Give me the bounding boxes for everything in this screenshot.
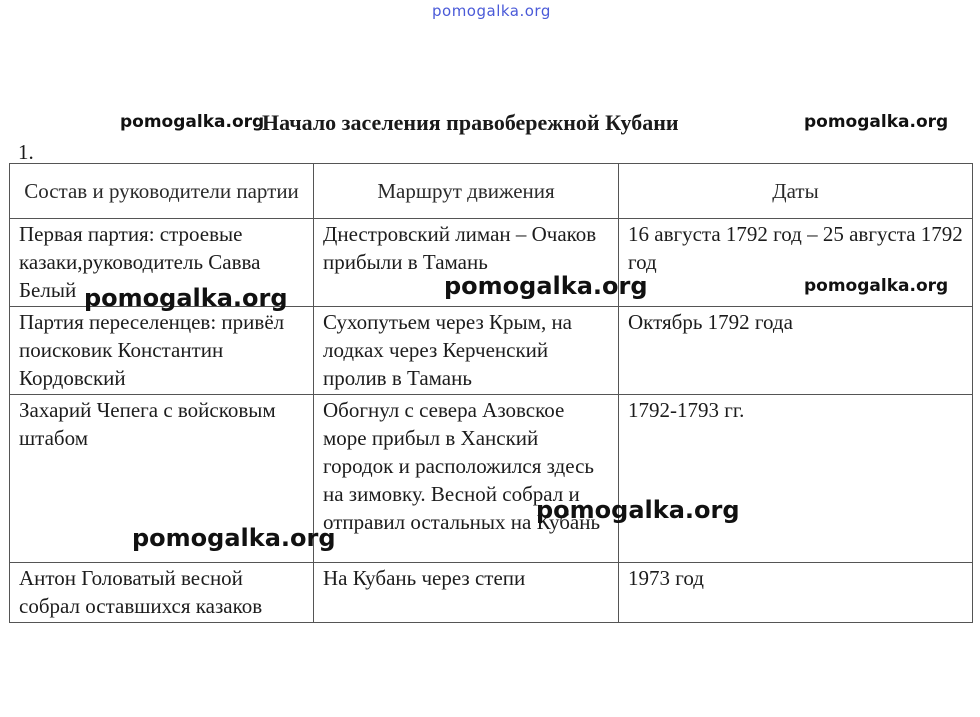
cell-route: Сухопутьем через Крым, на лодках через Керченский пролив в Тамань (314, 307, 619, 395)
watermark-title-left: pomogalka.org (120, 112, 265, 132)
cell-dates: 16 августа 1792 год – 25 августа 1792 год (619, 219, 973, 307)
cell-composition: Антон Головатый весной собрал оставшихся казаков (10, 563, 314, 623)
watermark: pomogalka.org (804, 276, 949, 296)
watermark-top: pomogalka.org (432, 2, 551, 20)
watermark: pomogalka.org (84, 284, 288, 312)
table-row (10, 307, 973, 395)
header-composition: Состав и руководители партии (10, 164, 314, 219)
cell-route: Обогнул с севера Азовское море прибыл в Ханский городок и расположился здесь на зимовку. Весной собрал и отправил остальных на Кубань (314, 395, 619, 563)
cell-composition: Партия переселенцев: привёл поисковик Константин Кордовский (10, 307, 314, 395)
watermark-title-right: pomogalka.org (804, 112, 949, 132)
cell-composition: Захарий Чепега с войсковым штабом (10, 395, 314, 563)
watermark: pomogalka.org (536, 496, 740, 524)
document-title: Начало заселения правобережной Кубани (262, 110, 679, 135)
cell-dates: Октябрь 1792 года (619, 307, 973, 395)
task-number: 1. (18, 140, 34, 164)
header-dates: Даты (619, 164, 973, 219)
cell-route: Днестровский лиман – Очаков прибыли в Тамань (314, 219, 619, 307)
watermark: pomogalka.org (132, 524, 336, 552)
settlement-table (9, 163, 973, 623)
table-row (10, 563, 973, 623)
cell-composition: Первая партия: строевые казаки,руководитель Савва Белый (10, 219, 314, 307)
cell-route: На Кубань через степи (314, 563, 619, 623)
cell-dates: 1973 год (619, 563, 973, 623)
header-route: Маршрут движения (314, 164, 619, 219)
cell-dates: 1792-1793 гг. (619, 395, 973, 563)
table-header-row (10, 164, 973, 219)
watermark: pomogalka.org (444, 272, 648, 300)
